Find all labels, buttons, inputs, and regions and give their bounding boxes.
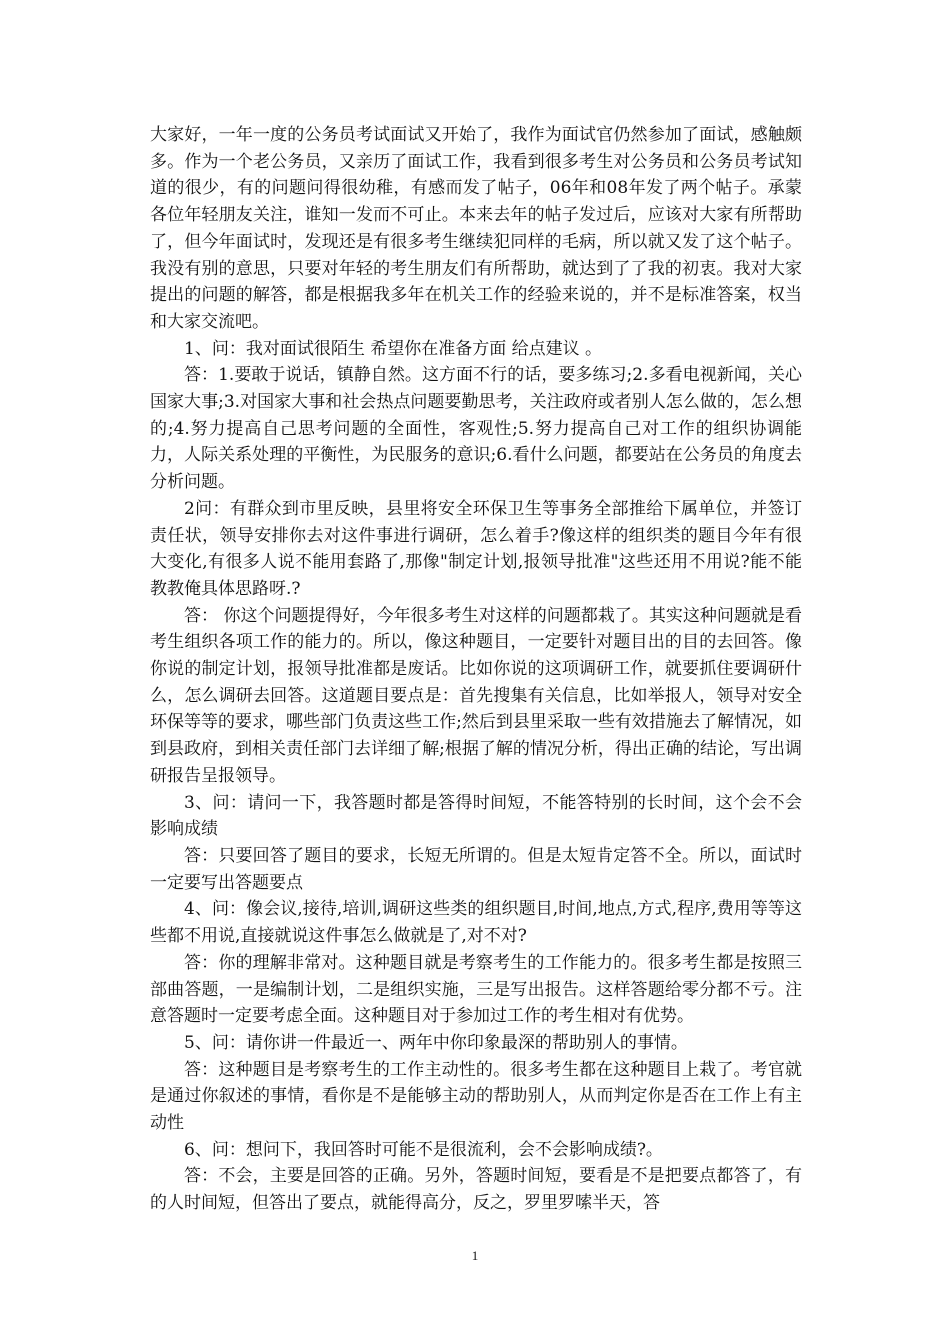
page-number: 1 [471, 1248, 479, 1263]
question-5: 5、问：请你讲一件最近一、两年中你印象最深的帮助别人的事情。 [184, 1032, 688, 1053]
answer-4: 答：你的理解非常对。这种题目就是考察考生的工作能力的。很多考生都是按照三部曲答题，一是编制计划，二是组织实施，三是写出报告。这样答题给零分都不亏。注意答题时一定要考虑全面。这种题目对于参加过工作的考生相对有优势。 [150, 952, 802, 1027]
question-3: 3、问：请问一下，我答题时都是答得时间短，不能答特别的长时间，这个会不会影响成绩 [150, 792, 802, 840]
intro-paragraph: 大家好，一年一度的公务员考试面试又开始了，我作为面试官仍然参加了面试，感触颇多。作为一个老公务员，又亲历了面试工作，我看到很多考生对公务员和公务员考试知道的很少，有的问题问得很幼稚，有感而发了帖子，06年和08年发了两个帖子。承蒙各位年轻朋友关注，谁知一发而不可止。本来去年的帖子发过后，应该对大家有所帮助了，但今年面试时，发现还是有很多考生继续犯同样的毛病，所以就又发了这个帖子。我没有别的意思，只要对年轻的考生朋友们有所帮助，就达到了了我的初衷。我对大家提出的问题的解答，都是根据我多年在机关工作的经验来说的，并不是标准答案，权当和大家交流吧。 [150, 125, 802, 332]
answer-6: 答：不会，主要是回答的正确。另外，答题时间短，要看是不是把要点都答了，有的人时间短，但答出了要点，就能得高分，反之，罗里罗嗦半天，答 [150, 1166, 802, 1214]
document-body [150, 122, 802, 1217]
answer-3: 答：只要回答了题目的要求，长短无所谓的。但是太短肯定答不全。所以，面试时一定要写出答题要点 [150, 845, 802, 893]
question-4: 4、问：像会议,接待,培训,调研这些类的组织题目,时间,地点,方式,程序,费用等等这些都不用说,直接就说这件事怎么做就是了,对不对? [150, 899, 802, 947]
answer-5: 答：这种题目是考察考生的工作主动性的。很多考生都在这种题目上栽了。考官就是通过你叙述的事情，看你是不是能够主动的帮助别人，从而判定你是否在工作上有主动性 [150, 1059, 802, 1134]
answer-1: 答：1.要敢于说话，镇静自然。这方面不行的话，要多练习;2.多看电视新闻，关心国家大事;3.对国家大事和社会热点问题要勤思考，关注政府或者别人怎么做的，怎么想的;4.努力提高自己思考问题的全面性，客观性;5.努力提高自己对工作的组织协调能力，人际关系处理的平衡性，为民服务的意识;6.看什么问题，都要站在公务员的角度去分析问题。 [150, 365, 802, 493]
question-1: 1、问：我对面试很陌生 希望你在准备方面 给点建议 。 [184, 338, 603, 359]
question-2: 2问：有群众到市里反映，县里将安全环保卫生等事务全部推给下属单位，并签订责任状，领导安排你去对这件事进行调研，怎么着手?像这样的组织类的题目今年有很大变化,有很多人说不能用套路了,那像"制定计划,报领导批准"这些还用不用说?能不能教教俺具体思路呀.? [150, 498, 802, 599]
question-6: 6、问：想问下，我回答时可能不是很流利，会不会影响成绩?。 [184, 1139, 663, 1160]
answer-2: 答： 你这个问题提得好，今年很多考生对这样的问题都栽了。其实这种问题就是看考生组织各项工作的能力的。所以，像这种题目，一定要针对题目出的目的去回答。像你说的制定计划，报领导批准都是废话。比如你说的这项调研工作，就要抓住要调研什么，怎么调研去回答。这道题目要点是：首先搜集有关信息，比如举报人，领导对安全环保等等的要求，哪些部门负责这些工作;然后到县里采取一些有效措施去了解情况，如到县政府，到相关责任部门去详细了解;根据了解的情况分析，得出正确的结论，写出调研报告呈报领导。 [150, 605, 802, 786]
